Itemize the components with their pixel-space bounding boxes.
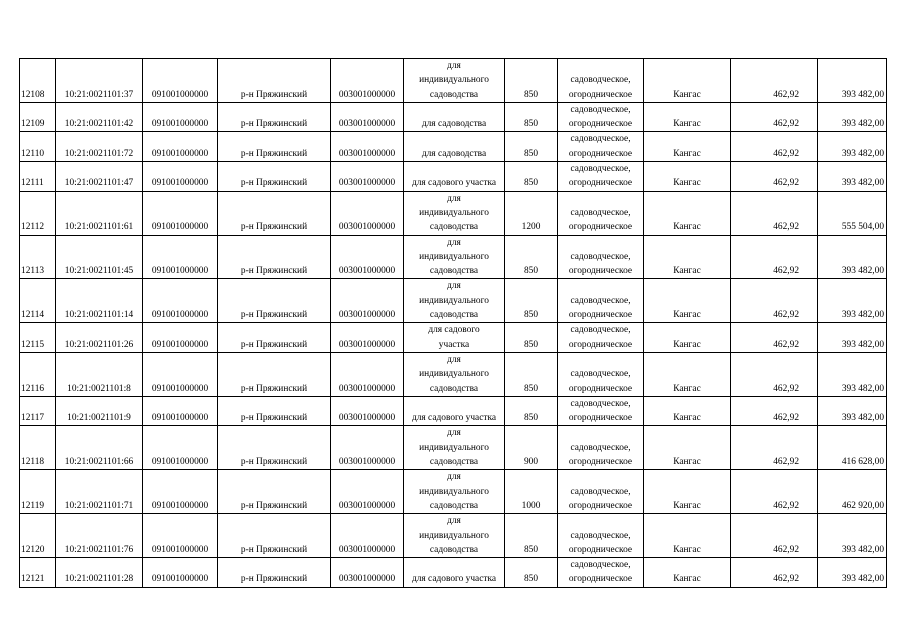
land-category-line: садоводческое, xyxy=(570,134,631,145)
oktmo-code: 003001000000 xyxy=(331,162,404,192)
okato-code: 091001000000 xyxy=(143,59,218,103)
area-value: 850 xyxy=(505,132,558,162)
district-name: р-н Пряжинский xyxy=(218,102,331,132)
land-category-line: садоводческое, xyxy=(570,398,631,409)
district-name: р-н Пряжинский xyxy=(218,558,331,588)
table-row xyxy=(20,470,887,514)
specific-value: 462,92 xyxy=(731,470,818,514)
area-value: 850 xyxy=(505,514,558,558)
permitted-use xyxy=(404,102,505,132)
district-name: р-н Пряжинский xyxy=(218,426,331,470)
cadastral-value: 393 482,00 xyxy=(818,132,887,162)
district-name: р-н Пряжинский xyxy=(218,514,331,558)
cadastral-value: 462 920,00 xyxy=(818,470,887,514)
table-row xyxy=(20,514,887,558)
row-number: 12114 xyxy=(20,279,56,323)
oktmo-code: 003001000000 xyxy=(331,59,404,103)
permitted-use xyxy=(404,235,505,279)
oktmo-code: 003001000000 xyxy=(331,279,404,323)
district-name: р-н Пряжинский xyxy=(218,132,331,162)
land-category-line: садоводческое, xyxy=(570,442,631,453)
permitted-use-line: садоводства xyxy=(429,500,479,511)
table-row xyxy=(20,558,887,588)
table-row xyxy=(20,396,887,426)
cadastral-value: 393 482,00 xyxy=(818,102,887,132)
permitted-use-line: садоводства xyxy=(429,89,479,100)
okato-code: 091001000000 xyxy=(143,558,218,588)
specific-value: 462,92 xyxy=(731,396,818,426)
permitted-use xyxy=(404,352,505,396)
permitted-use xyxy=(404,162,505,192)
permitted-use-line: для xyxy=(447,428,461,439)
land-category-line: огородническое xyxy=(568,339,633,350)
area-value: 850 xyxy=(505,396,558,426)
permitted-use-line: для xyxy=(447,472,461,483)
permitted-use xyxy=(404,191,505,235)
permitted-use-line: для xyxy=(447,237,461,248)
area-value: 850 xyxy=(505,558,558,588)
locality-name: Кангас xyxy=(644,470,731,514)
row-number: 12115 xyxy=(20,323,56,353)
row-number: 12119 xyxy=(20,470,56,514)
cadastral-number: 10:21:0021101:45 xyxy=(56,235,143,279)
land-category xyxy=(558,235,644,279)
area-value: 850 xyxy=(505,59,558,103)
specific-value: 462,92 xyxy=(731,514,818,558)
cadastral-value: 393 482,00 xyxy=(818,279,887,323)
row-number: 12117 xyxy=(20,396,56,426)
permitted-use xyxy=(404,514,505,558)
area-value: 850 xyxy=(505,102,558,132)
row-number: 12118 xyxy=(20,426,56,470)
district-name: р-н Пряжинский xyxy=(218,470,331,514)
permitted-use xyxy=(404,323,505,353)
row-number: 12110 xyxy=(20,132,56,162)
okato-code: 091001000000 xyxy=(143,514,218,558)
land-category-line: огородническое xyxy=(568,266,633,277)
specific-value: 462,92 xyxy=(731,191,818,235)
land-category xyxy=(558,470,644,514)
cadastral-value: 393 482,00 xyxy=(818,59,887,103)
permitted-use-line: садоводства xyxy=(429,222,479,233)
specific-value: 462,92 xyxy=(731,352,818,396)
locality-name: Кангас xyxy=(644,191,731,235)
table-row xyxy=(20,279,887,323)
permitted-use-line: индивидуального xyxy=(419,530,489,541)
land-category-line: садоводческое, xyxy=(570,295,631,306)
district-name: р-н Пряжинский xyxy=(218,323,331,353)
permitted-use-line: индивидуального xyxy=(419,75,489,86)
okato-code: 091001000000 xyxy=(143,279,218,323)
land-category-line: огородническое xyxy=(568,413,633,424)
permitted-use-line: индивидуального xyxy=(419,442,489,453)
oktmo-code: 003001000000 xyxy=(331,426,404,470)
row-number: 12116 xyxy=(20,352,56,396)
permitted-use-line: садоводства xyxy=(429,544,479,555)
cadastral-number: 10:21:0021101:26 xyxy=(56,323,143,353)
table-row xyxy=(20,352,887,396)
specific-value: 462,92 xyxy=(731,102,818,132)
area-value: 1200 xyxy=(505,191,558,235)
land-category xyxy=(558,352,644,396)
land-category xyxy=(558,514,644,558)
permitted-use-line: индивидуального xyxy=(419,251,489,262)
area-value: 850 xyxy=(505,235,558,279)
specific-value: 462,92 xyxy=(731,59,818,103)
land-registry-table xyxy=(19,58,887,588)
cadastral-number: 10:21:0021101:71 xyxy=(56,470,143,514)
permitted-use-line: садоводства xyxy=(429,310,479,321)
specific-value: 462,92 xyxy=(731,132,818,162)
cadastral-number: 10:21:0021101:8 xyxy=(56,352,143,396)
permitted-use xyxy=(404,279,505,323)
oktmo-code: 003001000000 xyxy=(331,352,404,396)
specific-value: 462,92 xyxy=(731,558,818,588)
specific-value: 462,92 xyxy=(731,162,818,192)
row-number: 12111 xyxy=(20,162,56,192)
oktmo-code: 003001000000 xyxy=(331,102,404,132)
permitted-use-line: участка xyxy=(438,339,470,350)
land-category xyxy=(558,102,644,132)
table-row xyxy=(20,191,887,235)
district-name: р-н Пряжинский xyxy=(218,191,331,235)
permitted-use-line: для садового участка xyxy=(411,413,497,424)
permitted-use-line: для садового участка xyxy=(411,574,497,585)
permitted-use-line: для садоводства xyxy=(421,148,487,159)
land-category-line: садоводческое, xyxy=(570,207,631,218)
district-name: р-н Пряжинский xyxy=(218,352,331,396)
area-value: 850 xyxy=(505,162,558,192)
land-category xyxy=(558,279,644,323)
okato-code: 091001000000 xyxy=(143,132,218,162)
table-row xyxy=(20,102,887,132)
land-category-line: огородническое xyxy=(568,119,633,130)
okato-code: 091001000000 xyxy=(143,162,218,192)
table-row xyxy=(20,59,887,103)
permitted-use-line: садоводства xyxy=(429,266,479,277)
oktmo-code: 003001000000 xyxy=(331,191,404,235)
land-category-line: огородническое xyxy=(568,574,633,585)
area-value: 900 xyxy=(505,426,558,470)
table-row xyxy=(20,323,887,353)
cadastral-number: 10:21:0021101:37 xyxy=(56,59,143,103)
specific-value: 462,92 xyxy=(731,426,818,470)
table-row xyxy=(20,426,887,470)
cadastral-number: 10:21:0021101:47 xyxy=(56,162,143,192)
land-category-line: садоводческое, xyxy=(570,104,631,115)
okato-code: 091001000000 xyxy=(143,191,218,235)
okato-code: 091001000000 xyxy=(143,102,218,132)
permitted-use-line: для садоводства xyxy=(421,119,487,130)
permitted-use xyxy=(404,426,505,470)
row-number: 12108 xyxy=(20,59,56,103)
permitted-use-line: индивидуального xyxy=(419,295,489,306)
permitted-use-line: индивидуального xyxy=(419,369,489,380)
cadastral-number: 10:21:0021101:28 xyxy=(56,558,143,588)
land-category-line: огородническое xyxy=(568,457,633,468)
row-number: 12109 xyxy=(20,102,56,132)
table-row xyxy=(20,235,887,279)
locality-name: Кангас xyxy=(644,426,731,470)
permitted-use xyxy=(404,396,505,426)
permitted-use-line: для садового участка xyxy=(411,178,497,189)
land-category-line: садоводческое, xyxy=(570,369,631,380)
permitted-use-line: индивидуального xyxy=(419,486,489,497)
land-category-line: огородническое xyxy=(568,500,633,511)
land-category xyxy=(558,191,644,235)
row-number: 12113 xyxy=(20,235,56,279)
land-category xyxy=(558,396,644,426)
cadastral-value: 393 482,00 xyxy=(818,514,887,558)
land-category xyxy=(558,323,644,353)
locality-name: Кангас xyxy=(644,514,731,558)
table-row xyxy=(20,132,887,162)
okato-code: 091001000000 xyxy=(143,323,218,353)
locality-name: Кангас xyxy=(644,162,731,192)
permitted-use-line: для xyxy=(447,516,461,527)
permitted-use-line: для xyxy=(447,61,461,71)
cadastral-value: 393 482,00 xyxy=(818,323,887,353)
cadastral-number: 10:21:0021101:9 xyxy=(56,396,143,426)
land-category-line: садоводческое, xyxy=(570,75,631,86)
table-row xyxy=(20,162,887,192)
row-number: 12120 xyxy=(20,514,56,558)
locality-name: Кангас xyxy=(644,102,731,132)
land-category xyxy=(558,162,644,192)
land-category-line: садоводческое, xyxy=(570,164,631,175)
specific-value: 462,92 xyxy=(731,323,818,353)
okato-code: 091001000000 xyxy=(143,235,218,279)
permitted-use xyxy=(404,470,505,514)
land-category xyxy=(558,132,644,162)
cadastral-value: 416 628,00 xyxy=(818,426,887,470)
row-number: 12121 xyxy=(20,558,56,588)
cadastral-value: 393 482,00 xyxy=(818,352,887,396)
cadastral-value: 393 482,00 xyxy=(818,396,887,426)
oktmo-code: 003001000000 xyxy=(331,132,404,162)
locality-name: Кангас xyxy=(644,279,731,323)
permitted-use xyxy=(404,558,505,588)
land-category-line: садоводческое, xyxy=(570,251,631,262)
district-name: р-н Пряжинский xyxy=(218,279,331,323)
okato-code: 091001000000 xyxy=(143,352,218,396)
permitted-use-line: для xyxy=(447,354,461,365)
land-category-line: садоводческое, xyxy=(570,560,631,571)
oktmo-code: 003001000000 xyxy=(331,323,404,353)
locality-name: Кангас xyxy=(644,396,731,426)
oktmo-code: 003001000000 xyxy=(331,235,404,279)
land-category-line: огородническое xyxy=(568,148,633,159)
land-category-line: садоводческое, xyxy=(570,325,631,336)
locality-name: Кангас xyxy=(644,558,731,588)
district-name: р-н Пряжинский xyxy=(218,396,331,426)
land-category-line: огородническое xyxy=(568,310,633,321)
locality-name: Кангас xyxy=(644,352,731,396)
permitted-use-line: для садового xyxy=(428,325,480,336)
specific-value: 462,92 xyxy=(731,279,818,323)
cadastral-value: 393 482,00 xyxy=(818,162,887,192)
okato-code: 091001000000 xyxy=(143,470,218,514)
cadastral-number: 10:21:0021101:14 xyxy=(56,279,143,323)
cadastral-value: 555 504,00 xyxy=(818,191,887,235)
okato-code: 091001000000 xyxy=(143,396,218,426)
permitted-use xyxy=(404,59,505,103)
oktmo-code: 003001000000 xyxy=(331,396,404,426)
area-value: 850 xyxy=(505,279,558,323)
district-name: р-н Пряжинский xyxy=(218,235,331,279)
okato-code: 091001000000 xyxy=(143,426,218,470)
row-number: 12112 xyxy=(20,191,56,235)
locality-name: Кангас xyxy=(644,59,731,103)
land-category-line: садоводческое, xyxy=(570,486,631,497)
land-category xyxy=(558,59,644,103)
cadastral-value: 393 482,00 xyxy=(818,235,887,279)
land-category-line: садоводческое, xyxy=(570,530,631,541)
permitted-use-line: садоводства xyxy=(429,383,479,394)
area-value: 1000 xyxy=(505,470,558,514)
land-category-line: огородническое xyxy=(568,383,633,394)
permitted-use xyxy=(404,132,505,162)
land-category-line: огородническое xyxy=(568,178,633,189)
permitted-use-line: для xyxy=(447,281,461,292)
land-category-line: огородническое xyxy=(568,544,633,555)
area-value: 850 xyxy=(505,352,558,396)
permitted-use-line: для xyxy=(447,193,461,204)
oktmo-code: 003001000000 xyxy=(331,558,404,588)
land-category-line: огородническое xyxy=(568,89,633,100)
cadastral-number: 10:21:0021101:61 xyxy=(56,191,143,235)
permitted-use-line: садоводства xyxy=(429,457,479,468)
cadastral-value: 393 482,00 xyxy=(818,558,887,588)
locality-name: Кангас xyxy=(644,132,731,162)
cadastral-number: 10:21:0021101:66 xyxy=(56,426,143,470)
oktmo-code: 003001000000 xyxy=(331,470,404,514)
land-category xyxy=(558,426,644,470)
land-category-line: огородническое xyxy=(568,222,633,233)
locality-name: Кангас xyxy=(644,323,731,353)
land-category xyxy=(558,558,644,588)
cadastral-number: 10:21:0021101:76 xyxy=(56,514,143,558)
cadastral-number: 10:21:0021101:72 xyxy=(56,132,143,162)
area-value: 850 xyxy=(505,323,558,353)
district-name: р-н Пряжинский xyxy=(218,162,331,192)
oktmo-code: 003001000000 xyxy=(331,514,404,558)
cadastral-number: 10:21:0021101:42 xyxy=(56,102,143,132)
district-name: р-н Пряжинский xyxy=(218,59,331,103)
specific-value: 462,92 xyxy=(731,235,818,279)
locality-name: Кангас xyxy=(644,235,731,279)
permitted-use-line: индивидуального xyxy=(419,207,489,218)
